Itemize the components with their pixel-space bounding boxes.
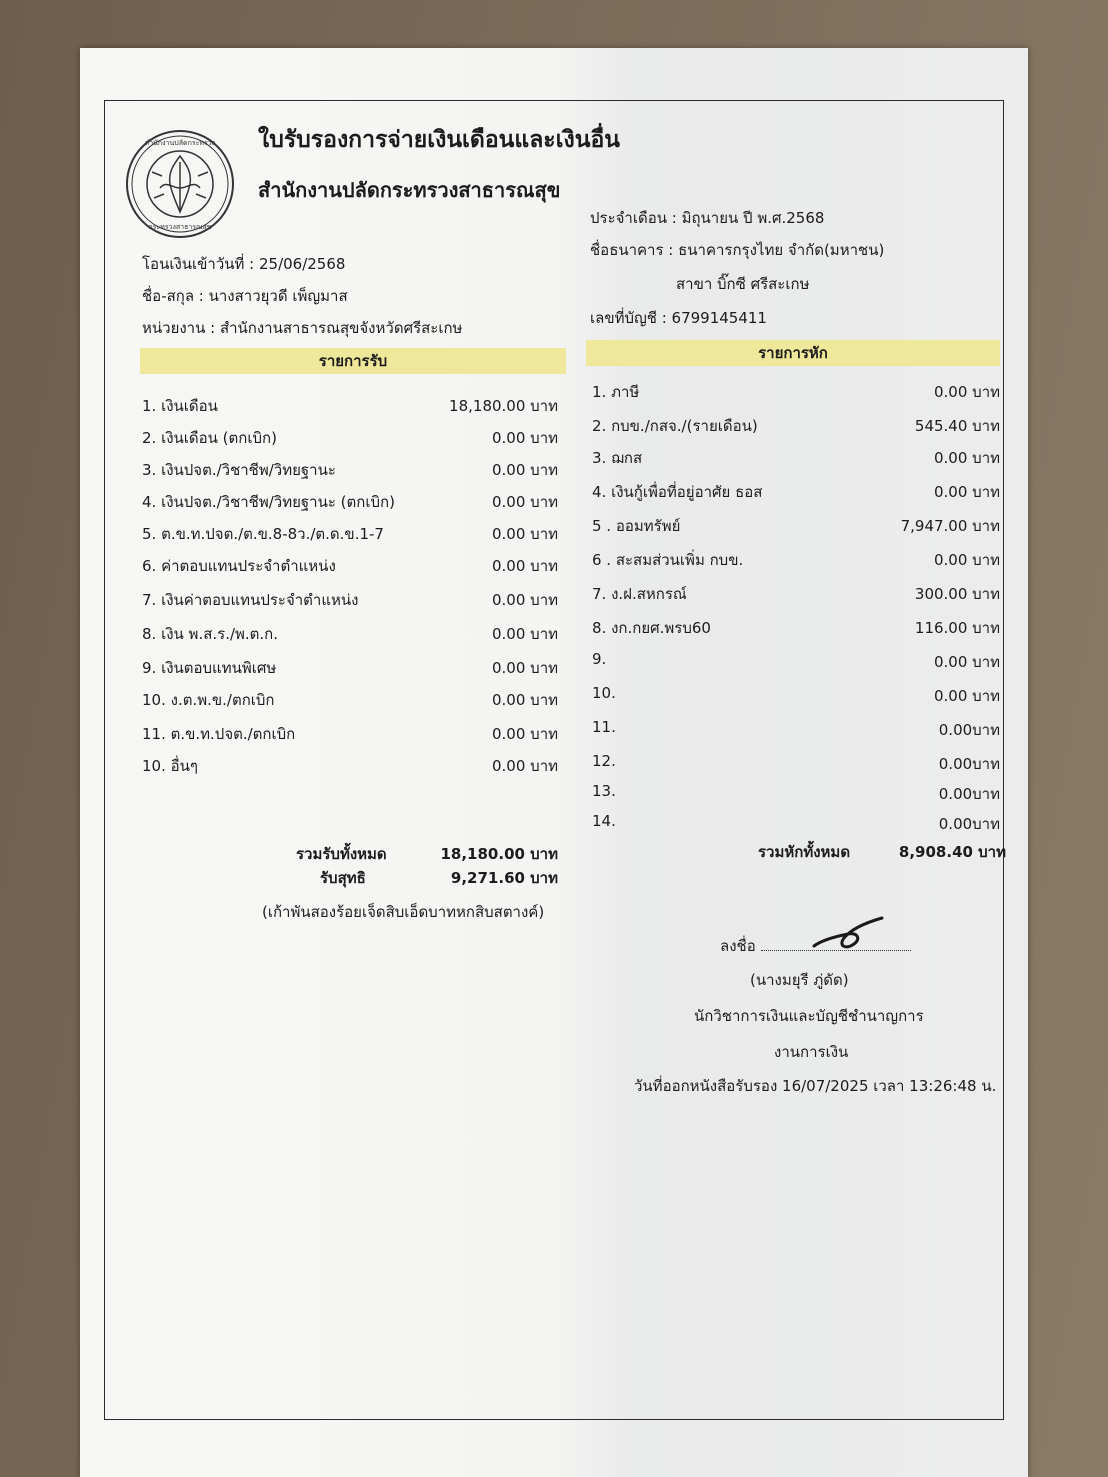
income-item-amount: 0.00 บาท (492, 525, 558, 543)
income-item-amount: 18,180.00 บาท (449, 397, 558, 415)
income-heading: รายการรับ (140, 348, 566, 374)
income-item-label: 8. เงิน พ.ส.ร./พ.ต.ก. (142, 625, 279, 643)
deduction-item-label: 3. ฌกส (592, 449, 643, 467)
income-item-label: 5. ต.ข.ท.ปจต./ต.ข.8-8ว./ต.ด.ข.1-7 (142, 525, 384, 543)
income-item-amount: 0.00 บาท (492, 725, 558, 743)
deduction-total-amount: 8,908.40 บาท (898, 843, 1006, 861)
document-page (80, 48, 1028, 1477)
income-item-amount: 0.00 บาท (492, 493, 558, 511)
income-item-amount: 0.00 บาท (492, 659, 558, 677)
deduction-item-label: 1. ภาษี (592, 383, 640, 401)
bank-name: ชื่อธนาคาร : ธนาคารกรุงไทย จำกัด(มหาชน) (590, 241, 885, 259)
deduction-item-label: 13. (592, 782, 616, 800)
signer-department: งานการเงิน (774, 1043, 849, 1061)
income-item-amount: 0.00 บาท (492, 691, 558, 709)
net-pay-label: รับสุทธิ (320, 869, 366, 887)
deduction-item-label: 9. (592, 650, 607, 668)
income-item-label: 10. ง.ต.พ.ข./ตกเบิก (142, 691, 275, 709)
income-total-label: รวมรับทั้งหมด (296, 845, 387, 863)
income-item-amount: 0.00 บาท (492, 461, 558, 479)
deduction-item-amount: 0.00 บาท (934, 483, 1000, 501)
deduction-heading: รายการหัก (586, 340, 1000, 366)
employee-name: ชื่อ-สกุล : นางสาวยุวดี เพ็ญมาส (142, 287, 348, 305)
income-item-label: 3. เงินปจต./วิชาชีพ/วิทยฐานะ (142, 461, 336, 479)
deduction-item-amount: 0.00บาท (938, 785, 1000, 803)
deduction-item-amount: 0.00 บาท (934, 383, 1000, 401)
deduction-item-amount: 300.00 บาท (914, 585, 1000, 603)
transfer-date: โอนเงินเข้าวันที่ : 25/06/2568 (142, 255, 346, 273)
deduction-item-amount: 0.00 บาท (934, 687, 1000, 705)
ministry-seal-icon (124, 128, 236, 240)
deduction-item-amount: 0.00บาท (938, 721, 1000, 739)
deduction-item-label: 12. (592, 752, 616, 770)
deduction-item-label: 10. (592, 684, 616, 702)
income-item-amount: 0.00 บาท (492, 557, 558, 575)
deduction-item-amount: 0.00บาท (938, 815, 1000, 833)
income-item-label: 4. เงินปจต./วิชาชีพ/วิทยฐานะ (ตกเบิก) (142, 493, 395, 511)
net-pay-amount: 9,271.60 บาท (450, 869, 558, 887)
income-item-label: 10. อื่นๆ (142, 757, 198, 775)
svg-text:กระทรวงสาธารณสุข: กระทรวงสาธารณสุข (148, 223, 212, 231)
deduction-item-label: 14. (592, 812, 616, 830)
income-item-amount: 0.00 บาท (492, 757, 558, 775)
income-item-label: 7. เงินค่าตอบแทนประจำตำแหน่ง (142, 591, 359, 609)
deduction-item-amount: 7,947.00 บาท (900, 517, 1000, 535)
signer-position: นักวิชาการเงินและบัญชีชำนาญการ (694, 1007, 924, 1025)
income-item-label: 2. เงินเดือน (ตกเบิก) (142, 429, 277, 447)
income-item-amount: 0.00 บาท (492, 591, 558, 609)
bank-branch: สาขา บิ๊กซี ศรีสะเกษ (676, 275, 810, 293)
deduction-item-amount: 116.00 บาท (914, 619, 1000, 637)
pay-month: ประจำเดือน : มิถุนายน ปี พ.ศ.2568 (590, 209, 825, 227)
issue-timestamp: วันที่ออกหนังสือรับรอง 16/07/2025 เวลา 13:26:48 น. (634, 1077, 997, 1095)
income-item-amount: 0.00 บาท (492, 625, 558, 643)
deduction-item-label: 11. (592, 718, 616, 736)
svg-text:สำนักงานปลัดกระทรวง: สำนักงานปลัดกระทรวง (144, 139, 216, 147)
net-pay-words: (เก้าพันสองร้อยเจ็ดสิบเอ็ดบาทหกสิบสตางค์) (262, 903, 545, 921)
deduction-item-label: 4. เงินกู้เพื่อที่อยู่อาศัย ธอส (592, 483, 763, 501)
deduction-item-amount: 0.00 บาท (934, 653, 1000, 671)
income-item-label: 1. เงินเดือน (142, 397, 218, 415)
account-number: เลขที่บัญชี : 6799145411 (590, 309, 767, 327)
document-subtitle: สำนักงานปลัดกระทรวงสาธารณสุข (258, 178, 561, 202)
sign-label: ลงชื่อ (720, 937, 756, 955)
signer-name: (นางมยุรี ภู่ดัด) (750, 971, 849, 989)
deduction-total-label: รวมหักทั้งหมด (758, 843, 851, 861)
income-item-label: 6. ค่าตอบแทนประจำตำแหน่ง (142, 557, 336, 575)
deduction-item-amount: 545.40 บาท (914, 417, 1000, 435)
handwritten-signature-icon (808, 910, 888, 954)
deduction-item-amount: 0.00 บาท (934, 449, 1000, 467)
deduction-item-label: 5 . ออมทรัพย์ (592, 517, 681, 535)
deduction-item-amount: 0.00บาท (938, 755, 1000, 773)
employee-unit: หน่วยงาน : สำนักงานสาธารณสุขจังหวัดศรีสะเกษ (142, 319, 463, 337)
deduction-item-amount: 0.00 บาท (934, 551, 1000, 569)
deduction-item-label: 6 . สะสมส่วนเพิ่ม กบข. (592, 551, 744, 569)
deduction-item-label: 7. ง.ฝ.สหกรณ์ (592, 585, 687, 603)
income-item-amount: 0.00 บาท (492, 429, 558, 447)
deduction-item-label: 2. กบข./กสจ./(รายเดือน) (592, 417, 758, 435)
income-item-label: 11. ต.ข.ท.ปจต./ตกเบิก (142, 725, 296, 743)
income-total-amount: 18,180.00 บาท (440, 845, 558, 863)
deduction-item-label: 8. งก.กยศ.พรบ60 (592, 619, 711, 637)
income-item-label: 9. เงินตอบแทนพิเศษ (142, 659, 277, 677)
document-title: ใบรับรองการจ่ายเงินเดือนและเงินอื่น (258, 127, 621, 153)
